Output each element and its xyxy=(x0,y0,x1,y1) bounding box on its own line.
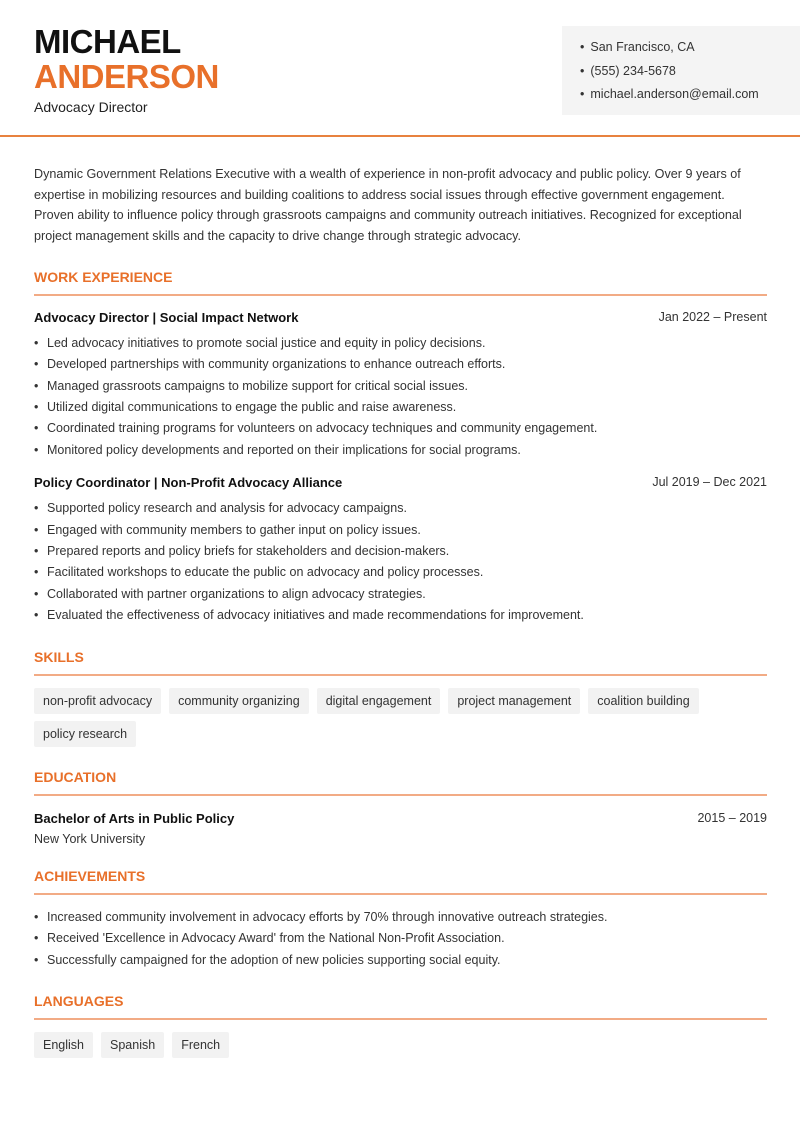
bullet-item: • Monitored policy developments and reported on their implications for social programs. xyxy=(34,440,767,461)
contact-email: • michael.anderson@email.com xyxy=(580,85,800,109)
first-name: MICHAEL xyxy=(34,23,181,60)
summary: Dynamic Government Relations Executive with a wealth of experience in non-profit advocacy and public policy. Over 9 years of expertise in mobilizing resources and building coalitions to address social issues through effective government engagement. Proven ability to influence policy through grassroots campaigns and community outreach initiatives. Recognized for exceptional project management skills and the capacity to drive change through strategic advocacy. xyxy=(34,167,742,244)
skill-tag: non-profit advocacy xyxy=(34,688,161,714)
section-heading-achievements: ACHIEVEMENTS xyxy=(34,868,767,895)
achievement-item: • Increased community involvement in advocacy efforts by 70% through innovative outreach strategies. xyxy=(34,907,767,928)
bullet-item: • Managed grassroots campaigns to mobilize support for critical social issues. xyxy=(34,376,767,397)
bullet-item: • Facilitated workshops to educate the public on advocacy and policy processes. xyxy=(34,562,767,583)
language-tag: French xyxy=(172,1032,229,1058)
bullet-item: • Developed partnerships with community organizations to enhance outreach efforts. xyxy=(34,354,767,375)
section-heading-skills: SKILLS xyxy=(34,649,767,676)
job-role: Advocacy Director | Social Impact Network xyxy=(34,309,299,325)
job-dates: Jul 2019 – Dec 2021 xyxy=(652,475,767,490)
last-name: ANDERSON xyxy=(34,58,219,95)
languages-list xyxy=(34,1032,767,1058)
skill-tag: policy research xyxy=(34,721,136,747)
job-role: Policy Coordinator | Non-Profit Advocacy Alliance xyxy=(34,475,343,491)
job-bullets xyxy=(34,333,767,461)
bullet-item: • Prepared reports and policy briefs for stakeholders and decision-makers. xyxy=(34,541,767,562)
skill-tag: community organizing xyxy=(169,688,309,714)
job-title: Advocacy Director xyxy=(34,99,148,115)
achievements-list xyxy=(34,907,767,971)
section-heading-work: WORK EXPERIENCE xyxy=(34,269,767,296)
section-heading-education: EDUCATION xyxy=(34,769,767,796)
contact-location: • San Francisco, CA xyxy=(580,38,800,62)
bullet-item: • Engaged with community members to gather input on policy issues. xyxy=(34,520,767,541)
degree: Bachelor of Arts in Public Policy xyxy=(34,810,235,826)
bullet-item: • Supported policy research and analysis for advocacy campaigns. xyxy=(34,498,767,519)
job-entry xyxy=(34,310,767,461)
bullet-item: • Coordinated training programs for volunteers on advocacy techniques and community engagement. xyxy=(34,418,767,439)
contact-phone: • (555) 234-5678 xyxy=(580,62,800,86)
job-header xyxy=(34,475,767,490)
school: New York University xyxy=(34,831,146,846)
skill-tag: project management xyxy=(448,688,580,714)
contact-box xyxy=(562,26,800,115)
language-tag: English xyxy=(34,1032,93,1058)
education-dates: 2015 – 2019 xyxy=(697,810,767,825)
resume-header xyxy=(0,0,800,137)
bullet-item: • Led advocacy initiatives to promote social justice and equity in policy decisions. xyxy=(34,333,767,354)
job-header xyxy=(34,310,767,325)
bullet-item: • Collaborated with partner organizations to align advocacy strategies. xyxy=(34,584,767,605)
job-entry xyxy=(34,475,767,626)
section-heading-languages: LANGUAGES xyxy=(34,993,767,1020)
skill-tag: digital engagement xyxy=(317,688,441,714)
skill-tag: coalition building xyxy=(588,688,698,714)
achievement-item: • Received 'Excellence in Advocacy Award' from the National Non-Profit Association. xyxy=(34,928,767,949)
bullet-item: • Evaluated the effectiveness of advocacy initiatives and made recommendations for improvement. xyxy=(34,605,767,626)
work-experience-list xyxy=(34,310,767,627)
job-dates: Jan 2022 – Present xyxy=(658,309,767,324)
candidate-name xyxy=(34,24,219,94)
bullet-item: • Utilized digital communications to engage the public and raise awareness. xyxy=(34,397,767,418)
job-bullets xyxy=(34,498,767,626)
language-tag: Spanish xyxy=(101,1032,164,1058)
education-entry xyxy=(34,811,767,846)
skills-list xyxy=(34,688,767,747)
achievement-item: • Successfully campaigned for the adoption of new policies supporting social equity. xyxy=(34,950,767,971)
